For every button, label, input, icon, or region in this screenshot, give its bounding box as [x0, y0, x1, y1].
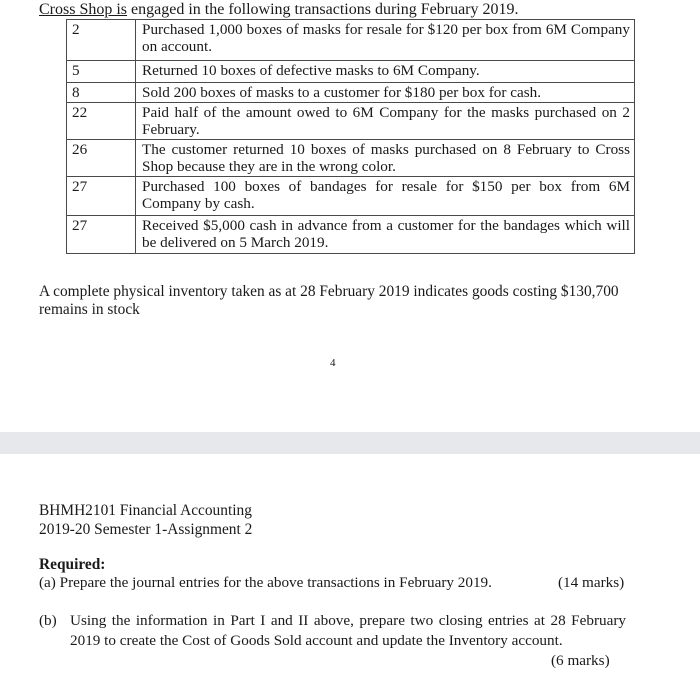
part-b-letter: (b): [39, 612, 57, 629]
required-heading: Required:: [39, 556, 106, 573]
transaction-description: Returned 10 boxes of defective masks to 6M Company.: [136, 61, 635, 83]
part-b-marks: (6 marks): [551, 652, 610, 669]
table-row: [67, 140, 635, 177]
table-row: [67, 216, 635, 254]
table-row: [67, 83, 635, 103]
table-row: [67, 20, 635, 61]
transaction-day: 27: [67, 177, 136, 216]
course-title: BHMH2101 Financial Accounting: [39, 502, 252, 519]
transaction-day: 8: [67, 83, 136, 103]
transaction-description: Received $5,000 cash in advance from a customer for the bandages which will be delivered on 5 March 2019.: [136, 216, 635, 254]
table-row: [67, 103, 635, 140]
transaction-description: Purchased 100 boxes of bandages for resale for $150 per box from 6M Company by cash.: [136, 177, 635, 216]
transaction-description: Paid half of the amount owed to 6M Company for the masks purchased on 2 February.: [136, 103, 635, 140]
intro-underlined-text: Cross Shop is: [39, 1, 128, 18]
transaction-day: 2: [67, 20, 136, 61]
transaction-day: 22: [67, 103, 136, 140]
assignment-title: 2019-20 Semester 1-Assignment 2: [39, 521, 253, 538]
transaction-description: Purchased 1,000 boxes of masks for resale for $120 per box from 6M Company on account.: [136, 20, 635, 61]
table-row: [67, 177, 635, 216]
inventory-note: A complete physical inventory taken as at 28 February 2019 indicates goods costing $130,700 remains in stock: [39, 283, 619, 318]
page-number: 4: [330, 357, 336, 369]
intro-rest-text: engaged in the following transactions during February 2019.: [127, 1, 519, 18]
document-page-lower: [0, 454, 700, 681]
page-separator: [0, 432, 700, 454]
transaction-description: The customer returned 10 boxes of masks purchased on 8 February to Cross Shop because they are in the wrong color.: [136, 140, 635, 177]
requirement-part-a: [39, 573, 639, 592]
part-a-marks: (14 marks): [558, 574, 625, 591]
table-row: [67, 61, 635, 83]
part-b-text: Using the information in Part I and II above, prepare two closing entries at 28 February 2019 to create the Cost of Goods Sold account and update the Inventory account.: [70, 612, 626, 649]
transaction-day: 26: [67, 140, 136, 177]
intro-sentence: [39, 1, 519, 19]
transaction-day: 5: [67, 61, 136, 83]
part-a-text: (a) Prepare the journal entries for the above transactions in February 2019.: [39, 574, 492, 591]
transaction-day: 27: [67, 216, 136, 254]
course-header: [39, 501, 252, 539]
transactions-table: [66, 19, 635, 254]
transaction-description: Sold 200 boxes of masks to a customer for $180 per box for cash.: [136, 83, 635, 103]
